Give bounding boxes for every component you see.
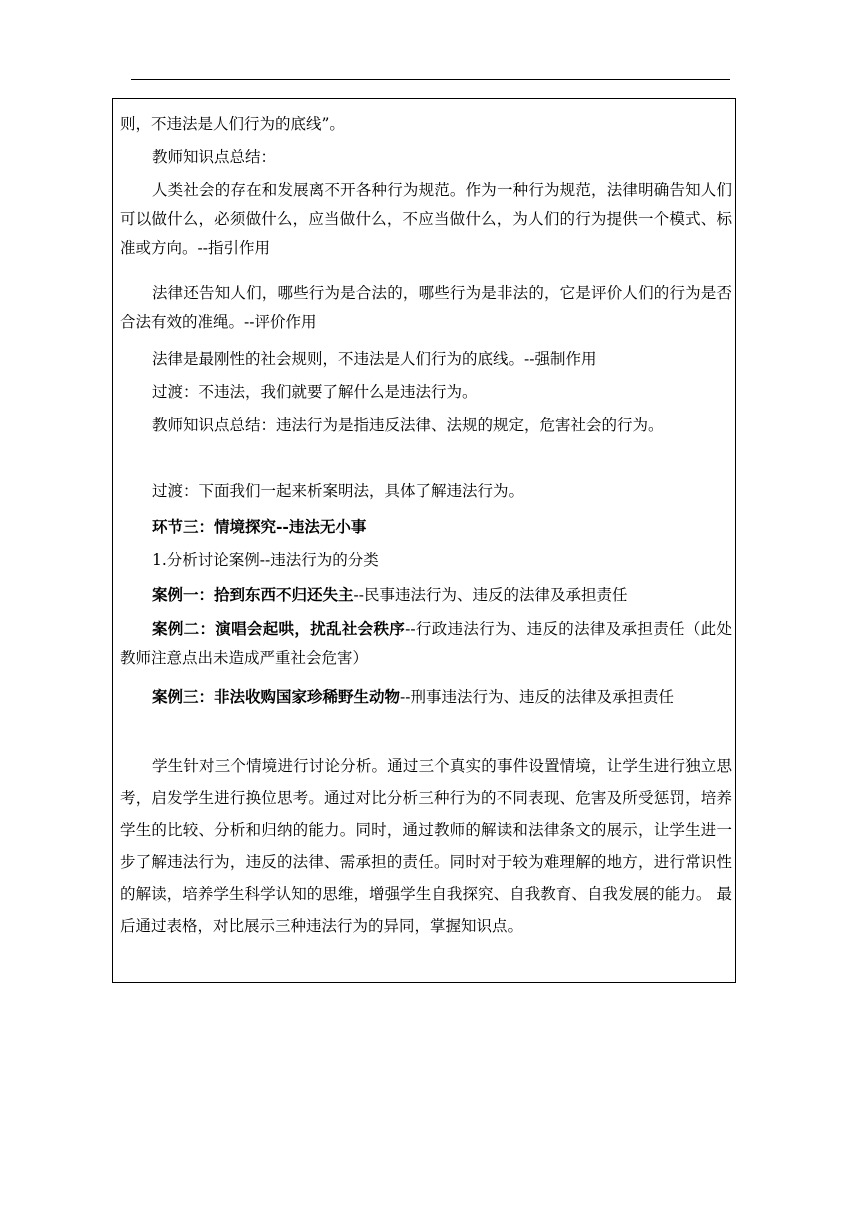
header-rule	[131, 79, 730, 80]
teacher-summary-heading: 教师知识点总结：	[152, 148, 277, 166]
section-three-heading: 环节三：情境探究--违法无小事	[152, 517, 367, 536]
case-three-detail: --刑事违法行为、违反的法律及承担责任	[400, 688, 674, 706]
text-line-continuation: 则，不违法是人们行为的底线”。	[120, 115, 345, 133]
transition-line-1: 过渡：不违法，我们就要了解什么是违法行为。	[152, 383, 478, 401]
teacher-summary-illegal-act: 教师知识点总结：违法行为是指违反法律、法规的规定，危害社会的行为。	[152, 416, 664, 434]
case-one-detail: --民事违法行为、违反的法律及承担责任	[353, 586, 628, 604]
case-two-detail: --行政违法行为、违反的法律及承担责任（此处教师注意点出未造成严重社会危害）	[120, 620, 732, 667]
case-one	[120, 580, 732, 610]
paragraph-guiding-role: 人类社会的存在和发展离不开各种行为规范。作为一种行为规范，法律明确告知人们可以做什么，必须做什么，应当做什么，不应当做什么，为人们的行为提供一个模式、标准或方向。--指引作用	[120, 181, 732, 257]
paragraph-compulsory-role: 法律是最刚性的社会规则，不违法是人们行为的底线。--强制作用	[152, 350, 597, 368]
case-analysis-heading: 1.分析讨论案例--违法行为的分类	[152, 551, 379, 569]
transition-line-2: 过渡：下面我们一起来析案明法，具体了解违法行为。	[152, 482, 525, 500]
case-two-title: 案例二：演唱会起哄，扰乱社会秩序	[152, 619, 406, 638]
paragraph-evaluating-role: 法律还告知人们，哪些行为是合法的，哪些行为是非法的，它是评价人们的行为是否合法有效的准绳。--评价作用	[120, 284, 732, 331]
case-three-title: 案例三：非法收购国家珍稀野生动物	[152, 687, 401, 706]
case-one-title: 案例一：拾到东西不归还失主	[152, 585, 354, 604]
paragraph-student-discussion: 学生针对三个情境进行讨论分析。通过三个真实的事件设置情境，让学生进行独立思考，启发学生进行换位思考。通过对比分析三种行为的不同表现、危害及所受惩罚，培养学生的比较、分析和归纳的能力。同时，通过教师的解读和法律条文的展示，让学生进一步了解违法行为，违反的法律、需承担的责任。同时对于较为难理解的地方，进行常识性的解读，培养学生科学认知的思维，增强学生自我探究、自我教育、自我发展的能力。 最后通过表格，对比展示三种违法行为的异同，掌握知识点。	[120, 757, 732, 935]
case-two	[120, 614, 732, 673]
case-three	[120, 682, 732, 712]
